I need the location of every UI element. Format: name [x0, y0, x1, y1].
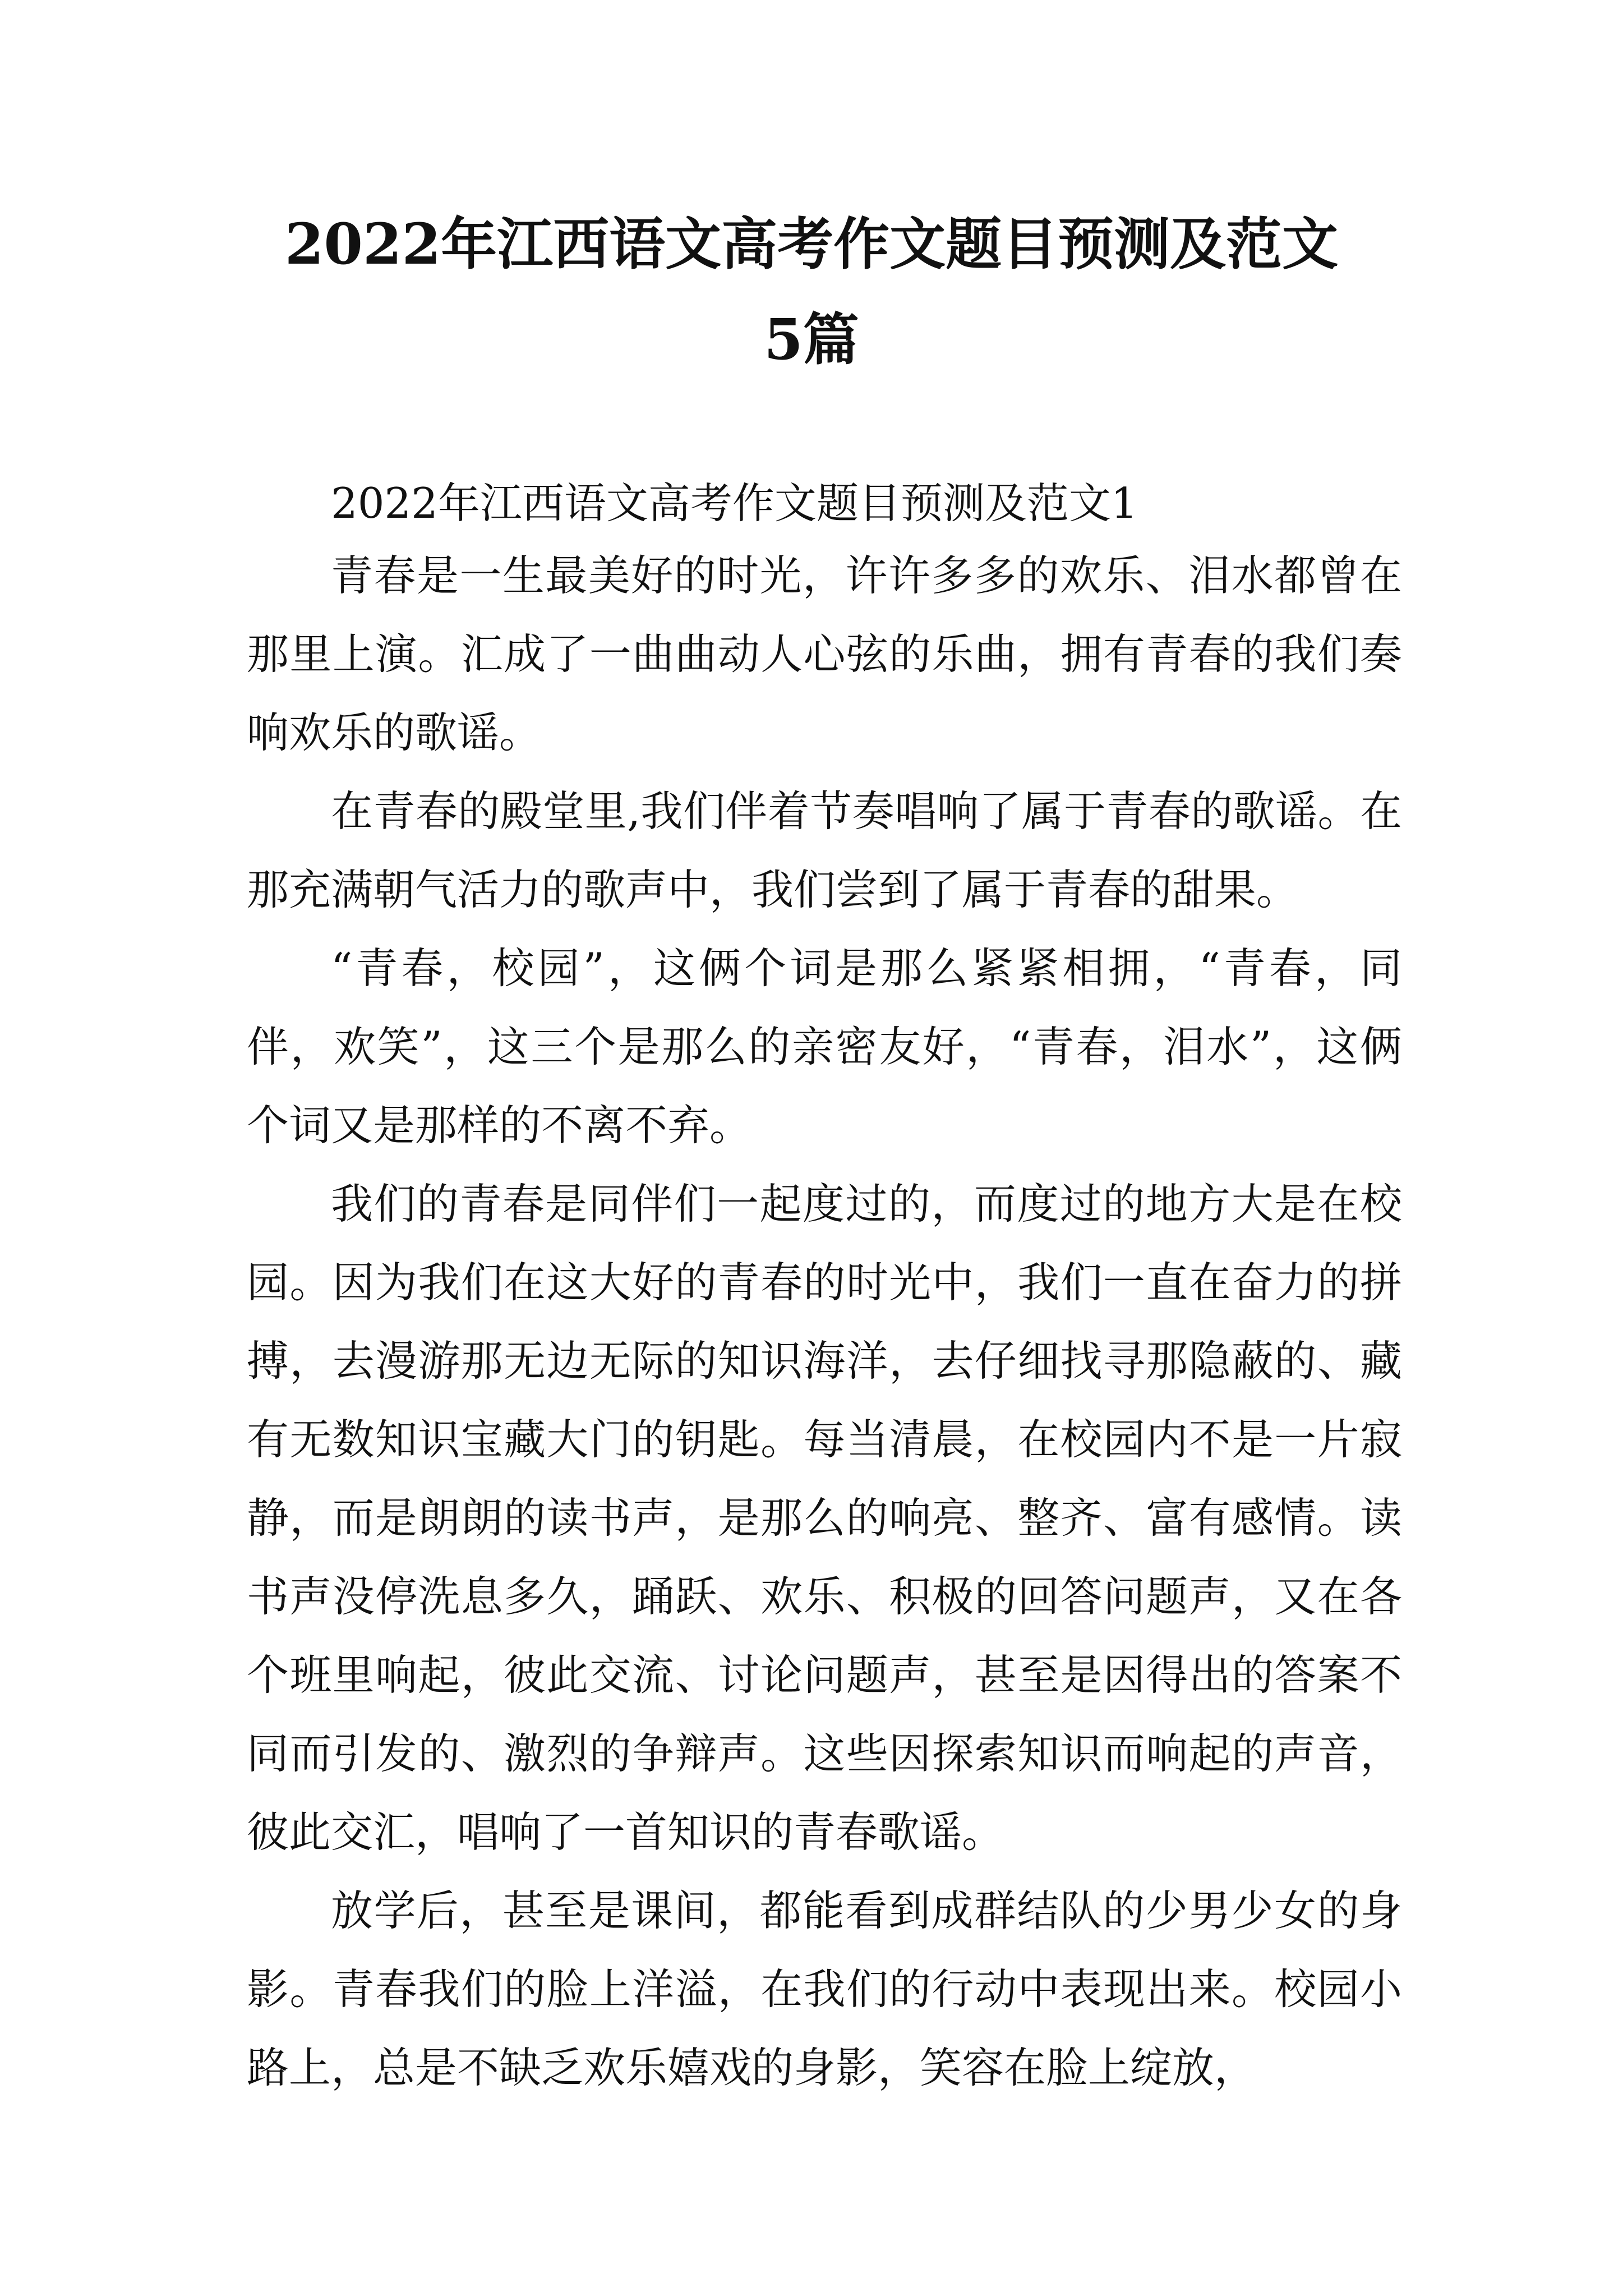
title-line-2: 5篇: [764, 306, 859, 372]
paragraph-1: 青春是一生最美好的时光，许许多多的欢乐、泪水都曾在那里上演。汇成了一曲曲动人心弦的乐曲，拥有青春的我们奏响欢乐的歌谣。: [247, 551, 1402, 757]
paragraph-5: 放学后，甚至是课间，都能看到成群结队的少男少女的身影。青春我们的脸上洋溢，在我们的行动中表现出来。校园小路上，总是不缺乏欢乐嬉戏的身影，笑容在脸上绽放，: [247, 1886, 1402, 2092]
document-title: [213, 196, 1410, 387]
section-heading: 2022年江西语文高考作文题目预测及范文1: [331, 478, 1138, 528]
paragraph-2: 在青春的殿堂里,我们伴着节奏唱响了属于青春的歌谣。在那充满朝气活力的歌声中，我们尝到了属于青春的甜果。: [247, 786, 1402, 914]
paragraph-4: 我们的青春是同伴们一起度过的，而度过的地方大是在校园。因为我们在这大好的青春的时光中，我们一直在奋力的拼搏，去漫游那无边无际的知识海洋，去仔细找寻那隐蔽的、藏有无数知识宝藏大门的钥匙。每当清晨，在校园内不是一片寂静，而是朗朗的读书声，是那么的响亮、整齐、富有感情。读书声没停洗息多久，踊跃、欢乐、积极的回答问题声，又在各个班里响起，彼此交流、讨论问题声，甚至是因得出的答案不同而引发的、激烈的争辩声。这些因探索知识而响起的声音，彼此交汇，唱响了一首知识的青春歌谣。: [247, 1179, 1402, 1857]
title-line-1: 2022年江西语文高考作文题目预测及范文: [284, 211, 1339, 277]
paragraph-3: “青春，校园”，这俩个词是那么紧紧相拥，“青春，同伴，欢笑”，这三个是那么的亲密友好，“青春，泪水”，这俩个词又是那样的不离不弃。: [247, 944, 1402, 1150]
document-body: [247, 470, 1402, 2107]
